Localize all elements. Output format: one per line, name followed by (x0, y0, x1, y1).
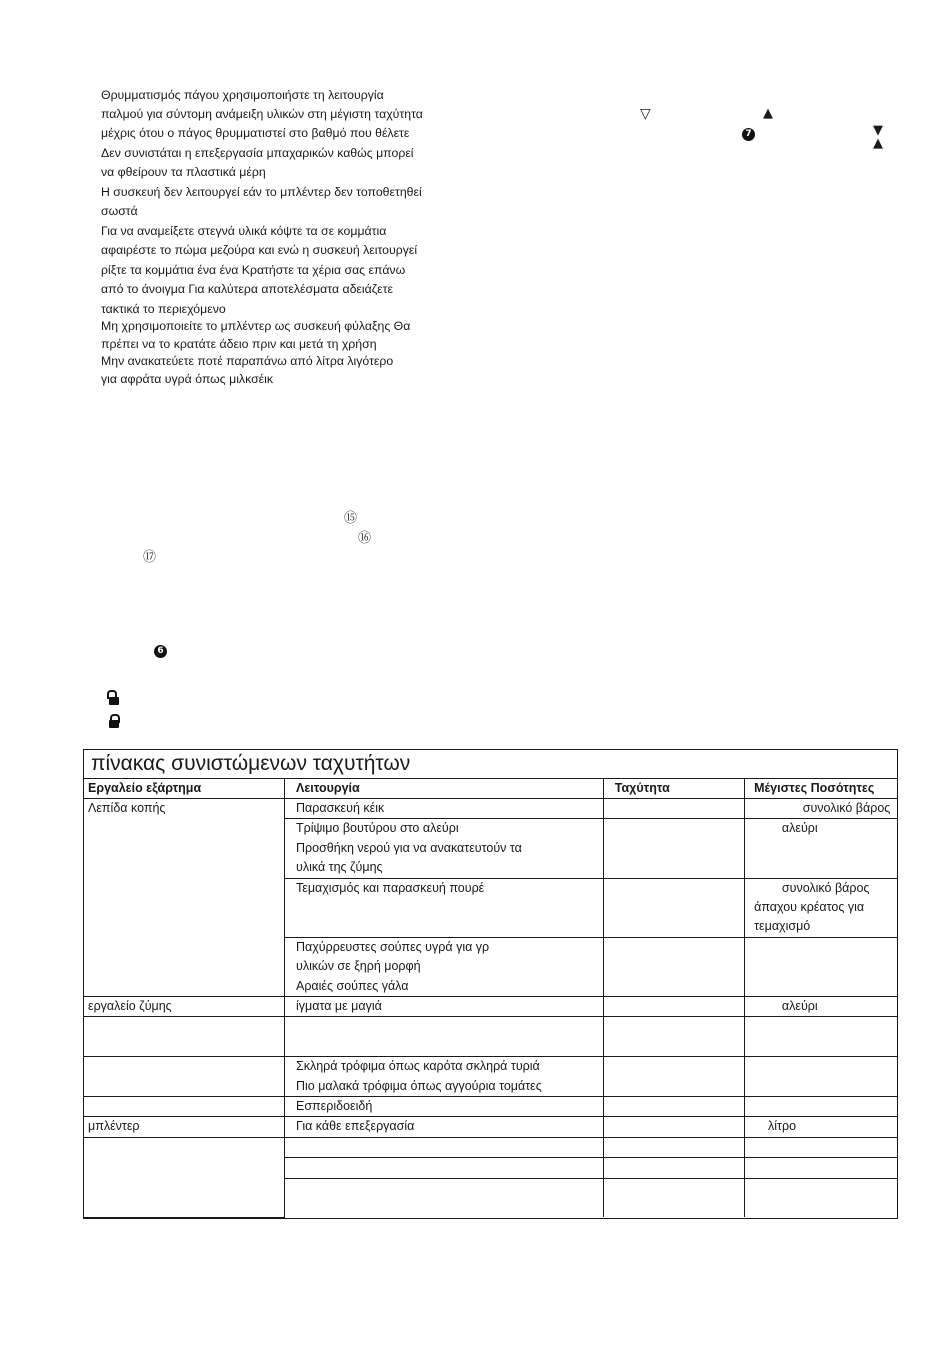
function-line: Για κάθε επεξεργασία (295, 1119, 415, 1134)
table-row (84, 1017, 897, 1057)
table-row (84, 1057, 897, 1097)
max-quantity-line: λίτρο (754, 1119, 797, 1134)
function-line: υλικά της ζύμης (295, 860, 383, 875)
function-line (296, 1037, 599, 1056)
function-cell (284, 1178, 603, 1217)
paragraph-line: πρέπει να το κρατάτε άδειο πριν και μετά τη χρήση (101, 337, 377, 351)
triangle-down-outline-icon: ▽ (640, 106, 651, 122)
max-quantity-cell (745, 1117, 897, 1137)
function-cell (284, 1017, 603, 1057)
paragraph-line: από το άνοιγμα Για καλύτερα αποτελέσματα αδειάζετε (101, 282, 393, 296)
function-cell (284, 997, 603, 1017)
function-cell (284, 1097, 603, 1117)
function-line: Τεμαχισμός και παρασκευή πουρέ (295, 880, 485, 895)
function-cell (284, 878, 603, 937)
table-row (84, 799, 897, 819)
triangle-down-filled-icon: ▼ (873, 123, 883, 138)
function-line (296, 1179, 599, 1198)
table-title: πίνακας συνιστώμενων ταχυτήτων (84, 750, 897, 779)
speed-cell (603, 997, 744, 1017)
table-row (84, 997, 897, 1017)
max-quantity-cell (745, 937, 897, 996)
paragraph-line: Μην ανακατεύετε ποτέ παραπάνω από λίτρα λιγότερο (101, 354, 394, 368)
paragraph-line: μέχρις ότου ο πάγος θρυμματιστεί στο βαθμό που θέλετε (101, 126, 410, 140)
paragraph-line: αφαιρέστε το πώμα μεζούρα και ενώ η συσκευή λειτουργεί (101, 243, 418, 257)
triangle-up-filled-icon: ▲ (763, 106, 773, 121)
speed-cell (603, 937, 744, 996)
function-line: Παρασκευή κέικ (295, 801, 385, 815)
paragraph-line: Θρυμματισμός πάγου χρησιμοποιήστε τη λειτουργία (101, 88, 384, 102)
paragraph-line: ρίξτε τα κομμάτια ένα ένα Κρατήστε τα χέρια σας επάνω (101, 263, 406, 277)
header-function: Λειτουργία (284, 779, 603, 799)
max-quantity-line: συνολικό βάρος (754, 880, 870, 895)
max-quantity-line: αλεύρι (754, 999, 818, 1014)
tool-cell (84, 1097, 284, 1117)
paragraph-line: Η συσκευή δεν λειτουργεί εάν το μπλέντερ δεν τοποθετηθεί (101, 185, 422, 199)
tool-cell (84, 1017, 284, 1057)
tool-cell: Λεπίδα κοπής (84, 799, 284, 997)
function-line: Προσθήκη νερού για να ανακατευτούν τα (295, 840, 522, 855)
max-quantity-line: τεμαχισμό (754, 919, 811, 934)
open-lock-icon (109, 691, 119, 705)
max-quantity-cell (745, 997, 897, 1017)
header-max-quantities: Μέγιστες Ποσότητες (745, 779, 897, 799)
table-header-row (84, 779, 897, 799)
speed-cell (603, 1097, 744, 1117)
max-quantity-cell (745, 1017, 897, 1057)
table-row (84, 1097, 897, 1117)
speed-cell (603, 1057, 744, 1097)
function-cell (284, 1158, 603, 1178)
table-row (84, 1137, 897, 1157)
tool-cell: μπλέντερ (84, 1117, 284, 1137)
callout-number-15: ⑮ (344, 511, 358, 526)
max-quantity-cell (745, 819, 897, 878)
function-line: υλικών σε ξηρή μορφή (295, 959, 421, 974)
speeds-grid (84, 779, 897, 1218)
function-cell (284, 819, 603, 878)
function-line: Εσπεριδοειδή (295, 1099, 373, 1114)
tool-cell (84, 1057, 284, 1097)
max-quantity-cell (745, 878, 897, 937)
paragraph-line: σωστά (101, 204, 138, 218)
max-quantity-cell (745, 1158, 897, 1178)
speed-cell (603, 799, 744, 819)
function-line: Αραιές σούπες γάλα (295, 978, 409, 993)
speed-cell (603, 1158, 744, 1178)
speed-cell (603, 1117, 744, 1137)
function-cell (284, 1057, 603, 1097)
header-speed: Ταχύτητα (603, 779, 744, 799)
max-quantity-line: συνολικό βάρος (754, 801, 891, 815)
max-quantity-line: άπαχου κρέατος για (754, 900, 865, 915)
header-tool: Εργαλείο εξάρτημα (84, 779, 284, 799)
speed-cell (603, 819, 744, 878)
paragraph-line: να φθείρουν τα πλαστικά μέρη (101, 165, 266, 179)
max-quantity-cell (745, 1097, 897, 1117)
speed-cell (603, 1178, 744, 1217)
paragraph-line: για αφράτα υγρά όπως μιλκσέικ (101, 372, 274, 386)
max-quantity-line: αλεύρι (754, 821, 818, 836)
max-quantity-cell (745, 1178, 897, 1217)
recommended-speeds-table (83, 749, 898, 1219)
function-line: Σκληρά τρόφιμα όπως καρότα σκληρά τυριά (295, 1059, 540, 1074)
speed-cell (603, 1017, 744, 1057)
function-cell (284, 799, 603, 819)
function-line: Πιο μαλακά τρόφιμα όπως αγγούρια τομάτες (295, 1078, 542, 1093)
paragraph-line: Μη χρησιμοποιείτε το μπλέντερ ως συσκευή φύλαξης Θα (101, 319, 411, 333)
table-row (84, 1117, 897, 1137)
function-line (296, 1138, 599, 1157)
function-line (296, 1017, 599, 1036)
function-line (296, 1198, 599, 1217)
paragraph-line: τακτικά το περιεχόμενο (101, 302, 226, 316)
callout-number-6: 6 (154, 645, 167, 658)
max-quantity-cell (745, 1057, 897, 1097)
paragraph-line: Για να αναμείξετε στεγνά υλικά κόψτε τα σε κομμάτια (101, 224, 387, 238)
paragraph-line: παλμού για σύντομη ανάμειξη υλικών στη μέγιστη ταχύτητα (101, 107, 423, 121)
triangle-up-filled-icon-2: ▲ (873, 136, 883, 151)
callout-number-7: 7 (742, 128, 755, 141)
function-line: Παχύρρευστες σούπες υγρά για γρ (295, 939, 490, 954)
function-cell (284, 1117, 603, 1137)
function-cell (284, 1137, 603, 1157)
function-line: Τρίψιμο βουτύρου στο αλεύρι (295, 821, 459, 836)
function-line (296, 1158, 599, 1177)
paragraph-line: Δεν συνιστάται η επεξεργασία μπαχαρικών καθώς μπορεί (101, 146, 414, 160)
closed-lock-icon (109, 714, 119, 728)
max-quantity-cell (745, 1137, 897, 1157)
callout-number-17: ⑰ (143, 550, 157, 565)
callout-number-16: ⑯ (358, 531, 372, 546)
function-cell (284, 937, 603, 996)
max-quantity-cell (745, 799, 897, 819)
tool-cell (84, 1137, 284, 1217)
tool-cell: εργαλείο ζύμης (84, 997, 284, 1017)
speed-cell (603, 1137, 744, 1157)
speed-cell (603, 878, 744, 937)
function-line: ίγματα με μαγιά (295, 999, 382, 1014)
